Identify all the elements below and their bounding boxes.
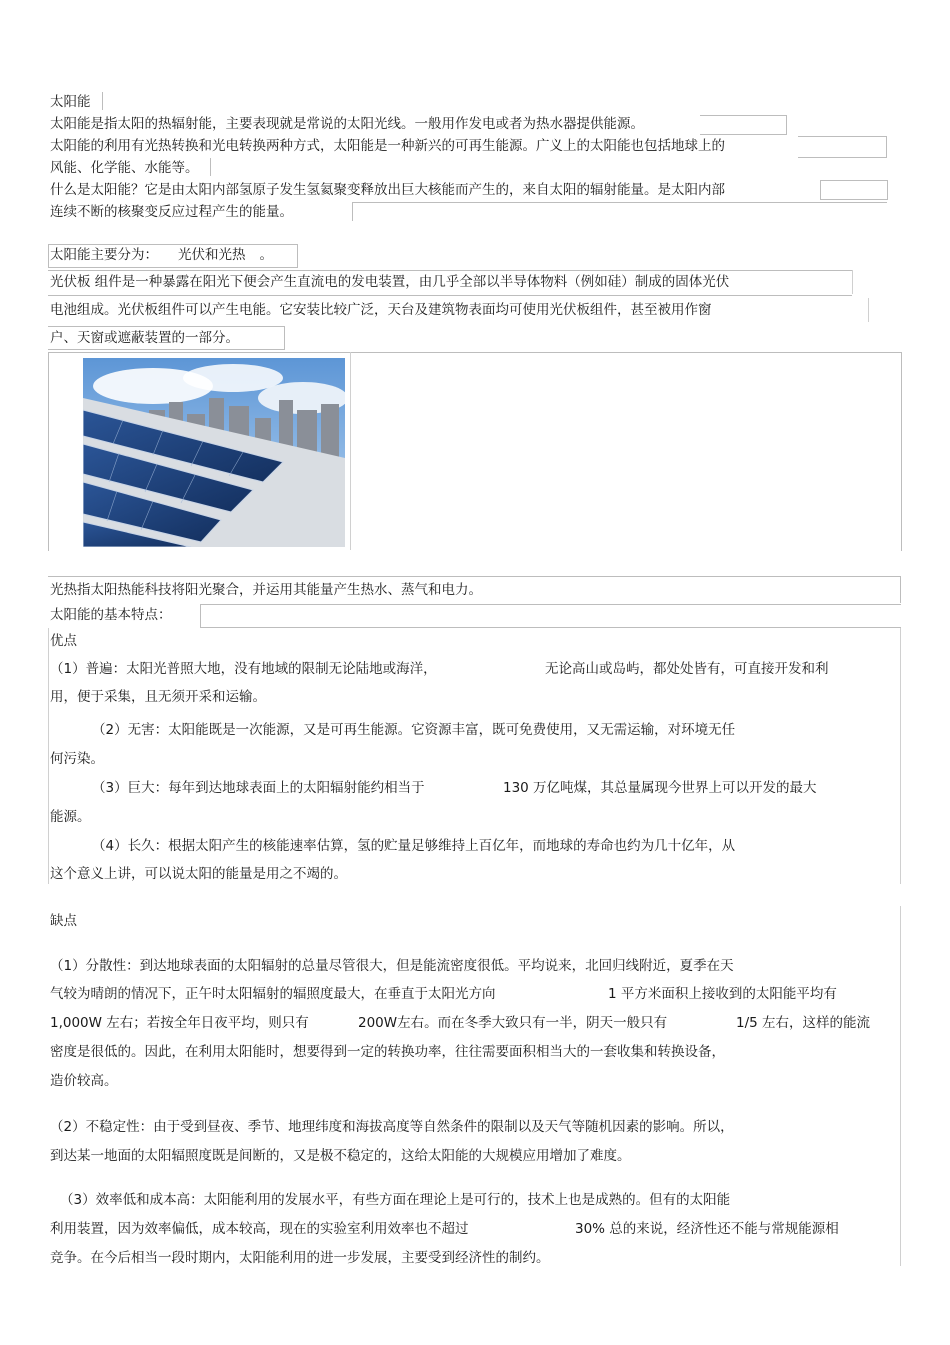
adv-4-line: （4）长久：根据太阳产生的核能速率估算，氢的贮量足够维持上百亿年，而地球的寿命也约为几十亿年，从: [92, 838, 736, 854]
text-frame: [102, 92, 103, 110]
intro-line: 什么是太阳能？它是由太阳内部氢原子发生氢氦聚变释放出巨大核能而产生的，来自太阳的辐射能量。是太阳内部: [50, 182, 725, 198]
adv-3-line: 能源。: [50, 809, 91, 825]
advantages-heading: 优点: [50, 633, 77, 649]
adv-1-line: （1）普遍：太阳光普照大地，没有地域的限制无论陆地或海洋，: [50, 661, 437, 677]
adv-1-line: 用，便于采集，且无须开采和运输。: [50, 689, 266, 705]
dis-3-line: 30% 总的来说，经济性还不能与常规能源相: [575, 1221, 839, 1237]
disadvantages-heading: 缺点: [50, 913, 77, 929]
dis-2-line: （2）不稳定性：由于受到昼夜、季节、地理纬度和海拔高度等自然条件的限制以及天气等随机因素的影响。所以，: [50, 1119, 734, 1135]
intro-line: 太阳能是指太阳的热辐射能，主要表现就是常说的太阳光线。一般用作发电或者为热水器提供能源。: [50, 116, 644, 132]
text-frame: [868, 298, 869, 322]
dis-3-line: 利用装置，因为效率偏低，成本较高，现在的实验室利用效率也不超过: [50, 1221, 469, 1237]
text-frame: [900, 628, 901, 884]
dis-1-line: 造价较高。: [50, 1073, 118, 1089]
types-end: 。: [259, 247, 273, 263]
dis-1-line: 1 平方米面积上接收到的太阳能平均有: [608, 986, 837, 1002]
adv-2-line: 何污染。: [50, 751, 104, 767]
dis-3-line: 竞争。在今后相当一段时期内，太阳能利用的进一步发展，主要受到经济性的制约。: [50, 1250, 550, 1266]
pv-line: 光伏板 组件是一种暴露在阳光下便会产生直流电的发电装置，由几乎全部以半导体物料（例如硅）制成的固体光伏: [50, 274, 730, 290]
dis-1-line: 1/5 左右，这样的能流: [736, 1015, 871, 1031]
doc-title: 太阳能: [50, 94, 91, 110]
pv-line: 电池组成。光伏板组件可以产生电能。它安装比较广泛，天台及建筑物表面均可使用光伏板组件，甚至被用作窗: [50, 302, 712, 318]
pv-line: 户、天窗或遮蔽装置的一部分。: [50, 330, 239, 346]
dis-1-line: 气较为晴朗的情况下，正午时太阳辐射的辐照度最大，在垂直于太阳光方向: [50, 986, 496, 1002]
dis-2-line: 到达某一地面的太阳辐照度既是间断的，又是极不稳定的，这给太阳能的大规模应用增加了难度。: [50, 1148, 631, 1164]
text-frame: [48, 628, 49, 884]
intro-line: 太阳能的利用有光热转换和光电转换两种方式，太阳能是一种新兴的可再生能源。广义上的太阳能也包括地球上的: [50, 138, 725, 154]
text-frame: [852, 270, 853, 294]
dis-1-line: 200W左右。而在冬季大致只有一半，阴天一般只有: [358, 1015, 668, 1031]
types-line: [50, 246, 273, 264]
dis-1-line: 密度是很低的。因此，在利用太阳能时，想要得到一定的转换功率，往往需要面积相当大的一套收集和转换设备，: [50, 1044, 725, 1060]
text-frame: [200, 604, 901, 628]
dis-3-line: （3）效率低和成本高：太阳能利用的发展水平，有些方面在理论上是可行的，技术上也是成熟的。但有的太阳能: [60, 1192, 731, 1208]
text-frame: [700, 115, 787, 135]
types-value: 光伏和光热: [178, 247, 246, 263]
intro-line: 风能、化学能、水能等。: [50, 160, 199, 176]
adv-4-line: 这个意义上讲，可以说太阳的能量是用之不竭的。: [50, 866, 347, 882]
thermal-line: 光热指太阳热能科技将阳光聚合，并运用其能量产生热水、蒸气和电力。: [50, 582, 482, 598]
adv-3-line: （3）巨大：每年到达地球表面上的太阳辐射能约相当于: [92, 780, 425, 796]
adv-2-line: （2）无害：太阳能既是一次能源，又是可再生能源。它资源丰富，既可免费使用，又无需运输，对环境无任: [92, 722, 736, 738]
text-frame: [900, 906, 901, 1266]
intro-line: 连续不断的核聚变反应过程产生的能量。: [50, 204, 293, 220]
features-heading: 太阳能的基本特点：: [50, 607, 172, 623]
dis-1-line: 1,000W 左右；若按全年日夜平均，则只有: [50, 1015, 309, 1031]
text-frame: [352, 202, 887, 221]
dis-1-line: （1）分散性：到达地球表面的太阳辐射的总量尽管很大，但是能流密度很低。平均说来，北回归线附近，夏季在天: [50, 958, 734, 974]
image-frame: [350, 352, 351, 550]
adv-1-line: 无论高山或岛屿，都处处皆有，可直接开发和利: [545, 661, 829, 677]
adv-3-line: 130 万亿吨煤，其总量属现今世界上可以开发的最大: [503, 780, 817, 796]
solar-panel-photo: [83, 358, 345, 547]
text-frame: [210, 158, 211, 176]
types-label: 太阳能主要分为：: [50, 247, 158, 263]
text-frame: [820, 180, 888, 200]
text-frame: [798, 136, 887, 158]
